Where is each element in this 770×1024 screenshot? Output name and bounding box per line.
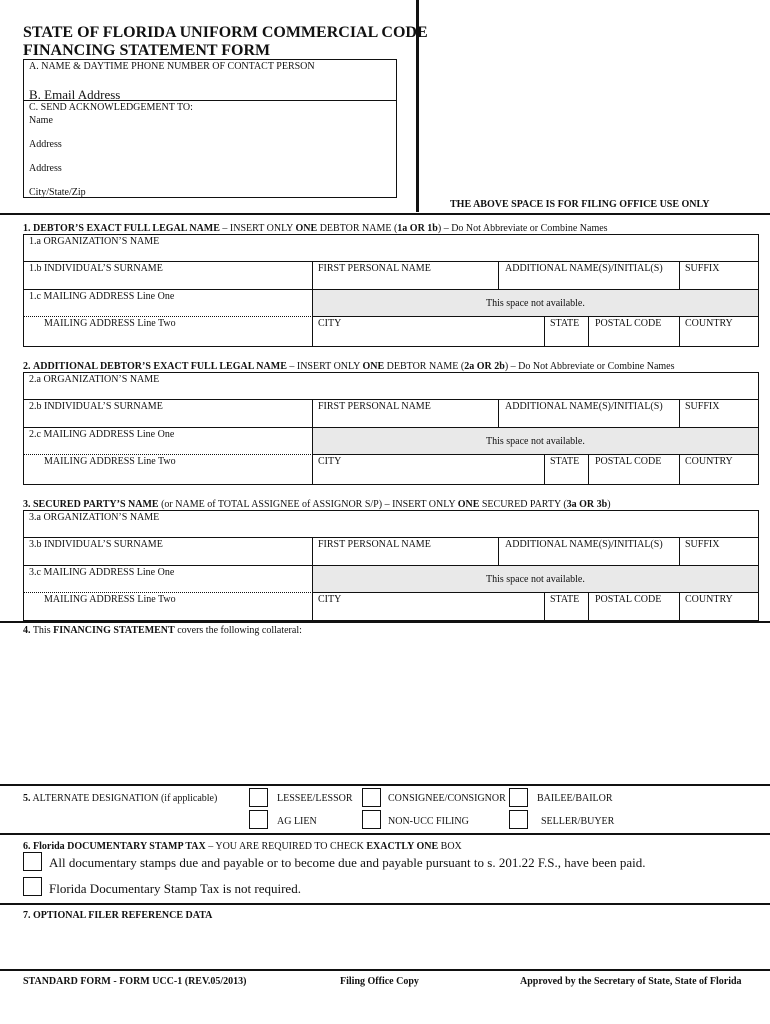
ag-lien-label: AG LIEN [277,816,317,827]
s2-country-label: COUNTRY [685,456,733,467]
s3-col-divider2 [498,537,499,565]
consignee-consignor-checkbox[interactable] [362,788,381,807]
s1-additional-names-label: ADDITIONAL NAME(S)/INITIAL(S) [505,263,663,274]
s2-org-name-label: 2.a ORGANIZATION’S NAME [29,374,160,385]
seller-buyer-checkbox[interactable] [509,810,528,829]
s2-city-label: CITY [318,456,342,467]
contact-person-field[interactable] [23,74,397,86]
s1-row-divider1 [23,261,759,262]
s3-surname-label: 3.b INDIVIDUAL’S SURNAME [29,539,163,550]
s3-additional-names-label: ADDITIONAL NAME(S)/INITIAL(S) [505,539,663,550]
consignee-consignor-label: CONSIGNEE/CONSIGNOR [388,793,506,804]
footer-rule [0,969,770,971]
s3-mailing2-label: MAILING ADDRESS Line Two [44,594,176,605]
ack-name-label: Name [29,115,53,126]
s2-first-name-label: FIRST PERSONAL NAME [318,401,431,412]
s3-suffix-label: SUFFIX [685,539,720,550]
s3-mailing1-label: 3.c MAILING ADDRESS Line One [29,567,175,578]
lessee-lessor-label: LESSEE/LESSOR [277,793,353,804]
form-identifier: STANDARD FORM - FORM UCC-1 (REV.05/2013) [23,976,247,987]
email-address-label: B. Email Address [29,87,121,102]
section1-top-rule [0,213,770,215]
s2-col-divider2 [498,399,499,427]
ack-address2-label: Address [29,163,62,174]
filing-office-copy: Filing Office Copy [340,976,419,987]
form-title-line2: FINANCING STATEMENT FORM [23,42,271,59]
s1-col-divider6 [679,316,680,347]
s2-row-divider1 [23,399,759,400]
ack-address2-field[interactable] [70,162,390,176]
ag-lien-checkbox[interactable] [249,810,268,829]
non-ucc-filing-label: NON-UCC FILING [388,816,469,827]
s2-mailing1-label: 2.c MAILING ADDRESS Line One [29,429,175,440]
s1-country-label: COUNTRY [685,318,733,329]
section4-top-rule [0,621,770,623]
s1-city-label: CITY [318,318,342,329]
collateral-field[interactable] [23,640,759,780]
s2-surname-label: 2.b INDIVIDUAL’S SURNAME [29,401,163,412]
filer-reference-field[interactable] [23,925,759,965]
s2-postal-label: POSTAL CODE [595,456,662,467]
s3-row-divider1 [23,537,759,538]
s1-first-name-label: FIRST PERSONAL NAME [318,263,431,274]
section7-top-rule [0,903,770,905]
s3-col-divider5 [588,592,589,621]
ack-address1-field[interactable] [70,138,390,152]
s2-col-divider3 [679,399,680,427]
s3-not-available-text: This space not available. [486,574,585,585]
s3-org-name-field[interactable] [24,524,758,536]
stamp-not-required-checkbox[interactable] [23,877,42,896]
ack-city-label: City/State/Zip [29,187,86,198]
s2-state-label: STATE [550,456,580,467]
s1-suffix-label: SUFFIX [685,263,720,274]
s3-org-name-label: 3.a ORGANIZATION’S NAME [29,512,160,523]
s2-col-divider5 [588,454,589,485]
ack-address1-label: Address [29,139,62,150]
s1-not-available-text: This space not available. [486,298,585,309]
s2-col-divider6 [679,454,680,485]
s2-org-name-field[interactable] [24,386,758,398]
stamp-not-required-label: Florida Documentary Stamp Tax is not required. [49,881,301,896]
section6-top-rule [0,833,770,835]
bailee-bailor-label: BAILEE/BAILOR [537,793,613,804]
s1-col-divider4 [544,316,545,347]
s3-city-label: CITY [318,594,342,605]
s1-state-label: STATE [550,318,580,329]
non-ucc-filing-checkbox[interactable] [362,810,381,829]
section5-top-rule [0,784,770,786]
seller-buyer-label: SELLER/BUYER [541,816,615,827]
section2-heading: 2. ADDITIONAL DEBTOR’S EXACT FULL LEGAL NAME – INSERT ONLY ONE DEBTOR NAME (2a OR 2b) – Do Not Abbreviate or Combine Names [23,361,675,372]
section3-heading: 3. SECURED PARTY’S NAME (or NAME of TOTAL ASSIGNEE of ASSIGNOR S/P) – INSERT ONLY ONE SECURED PARTY (3a OR 3b) [23,499,611,510]
filing-office-divider [416,0,419,212]
s3-col-divider6 [679,592,680,621]
s3-postal-label: POSTAL CODE [595,594,662,605]
s3-state-label: STATE [550,594,580,605]
s2-col-divider4 [544,454,545,485]
s2-suffix-label: SUFFIX [685,401,720,412]
section7-heading: 7. OPTIONAL FILER REFERENCE DATA [23,910,213,921]
s1-col-divider5 [588,316,589,347]
form-title-line1: STATE OF FLORIDA UNIFORM COMMERCIAL CODE [23,24,428,41]
filing-office-note: THE ABOVE SPACE IS FOR FILING OFFICE USE ONLY [450,199,710,210]
send-ack-label: C. SEND ACKNOWLEDGEMENT TO: [29,102,193,113]
ack-name-field[interactable] [60,114,390,128]
s3-country-label: COUNTRY [685,594,733,605]
s3-col-divider4 [544,592,545,621]
s1-col-divider3 [679,261,680,289]
s1-surname-label: 1.b INDIVIDUAL’S SURNAME [29,263,163,274]
s1-org-name-label: 1.a ORGANIZATION’S NAME [29,236,160,247]
s1-postal-label: POSTAL CODE [595,318,662,329]
s2-mailing2-label: MAILING ADDRESS Line Two [44,456,176,467]
s3-first-name-label: FIRST PERSONAL NAME [318,539,431,550]
s2-additional-names-label: ADDITIONAL NAME(S)/INITIAL(S) [505,401,663,412]
bailee-bailor-checkbox[interactable] [509,788,528,807]
section4-heading: 4. This FINANCING STATEMENT covers the following collateral: [23,625,302,636]
stamps-paid-checkbox[interactable] [23,852,42,871]
section6-heading: 6. Florida DOCUMENTARY STAMP TAX – YOU ARE REQUIRED TO CHECK EXACTLY ONE BOX [23,841,462,852]
lessee-lessor-checkbox[interactable] [249,788,268,807]
section5-heading: 5. ALTERNATE DESIGNATION (if applicable) [23,793,218,804]
contact-person-label: A. NAME & DAYTIME PHONE NUMBER OF CONTACT PERSON [29,61,315,72]
s2-not-available-text: This space not available. [486,436,585,447]
stamps-paid-label: All documentary stamps due and payable or to become due and payable pursuant to s. 201.22 F.S., have been paid. [49,855,646,870]
s1-col-divider2 [498,261,499,289]
s1-org-name-field[interactable] [24,248,758,260]
s1-mailing1-label: 1.c MAILING ADDRESS Line One [29,291,175,302]
section1-heading: 1. DEBTOR’S EXACT FULL LEGAL NAME – INSERT ONLY ONE DEBTOR NAME (1a OR 1b) – Do Not Abbreviate or Combine Names [23,223,608,234]
approval-note: Approved by the Secretary of State, State of Florida [520,976,742,987]
s3-col-divider3 [679,537,680,565]
s1-mailing2-label: MAILING ADDRESS Line Two [44,318,176,329]
